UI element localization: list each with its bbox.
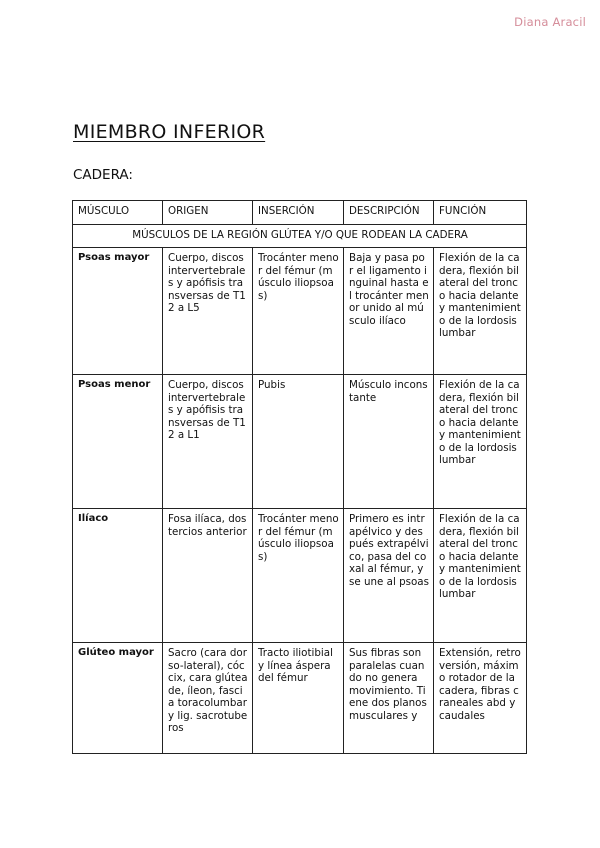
cell-origin: Cuerpo, discos intervertebrales y apófisis transversas de T12 a L1 [163,375,253,509]
table-header-row [73,201,527,225]
cell-insertion: Tracto iliotibial y línea áspera del fémur [253,643,344,754]
cell-description: Sus fibras son paralelas cuando no genera movimiento. Tiene dos planos musculares y [344,643,434,754]
cell-function: Extensión, retroversión, máximo rotador de la cadera, fibras craneales abd y caudales [434,643,527,754]
table-section-row [73,225,527,248]
cell-insertion: Pubis [253,375,344,509]
table-row [73,248,527,375]
section-subtitle: CADERA: [73,167,133,183]
table-row [73,643,527,754]
muscle-table [72,200,527,754]
cell-insertion: Trocánter menor del fémur (músculo iliopsoas) [253,248,344,375]
header-function: FUNCIÓN [434,201,527,225]
cell-function: Flexión de la cadera, flexión bilateral del tronco hacia delante y mantenimiento de la lordosis lumbar [434,509,527,643]
section-label: MÚSCULOS DE LA REGIÓN GLÚTEA Y/O QUE RODEAN LA CADERA [73,225,527,248]
table-row [73,509,527,643]
cell-muscle: Psoas mayor [73,248,163,375]
header-origin: ORIGEN [163,201,253,225]
header-insertion: INSERCIÓN [253,201,344,225]
author-name: Diana Aracil [514,15,586,29]
cell-insertion: Trocánter menor del fémur (músculo iliopsoas) [253,509,344,643]
header-muscle: MÚSCULO [73,201,163,225]
cell-description: Baja y pasa por el ligamento inguinal hasta el trocánter menor unido al músculo ilíaco [344,248,434,375]
cell-muscle: Glúteo mayor [73,643,163,754]
cell-muscle: Ilíaco [73,509,163,643]
cell-muscle: Psoas menor [73,375,163,509]
cell-function: Flexión de la cadera, flexión bilateral del tronco hacia delante y mantenimiento de la lordosis lumbar [434,248,527,375]
cell-description: Músculo inconstante [344,375,434,509]
page-title: MIEMBRO INFERIOR [73,121,266,143]
cell-origin: Cuerpo, discos intervertebrales y apófisis transversas de T12 a L5 [163,248,253,375]
cell-origin: Fosa ilíaca, dos tercios anterior [163,509,253,643]
cell-description: Primero es intrapélvico y después extrapélvico, pasa del coxal al fémur, y se une al psoas [344,509,434,643]
cell-function: Flexión de la cadera, flexión bilateral del tronco hacia delante y mantenimiento de la lordosis lumbar [434,375,527,509]
header-description: DESCRIPCIÓN [344,201,434,225]
cell-origin: Sacro (cara dorso-lateral), cóccix, cara glútea de, íleon, fascia toracolumbar y lig. sacrotuberos [163,643,253,754]
table-row [73,375,527,509]
